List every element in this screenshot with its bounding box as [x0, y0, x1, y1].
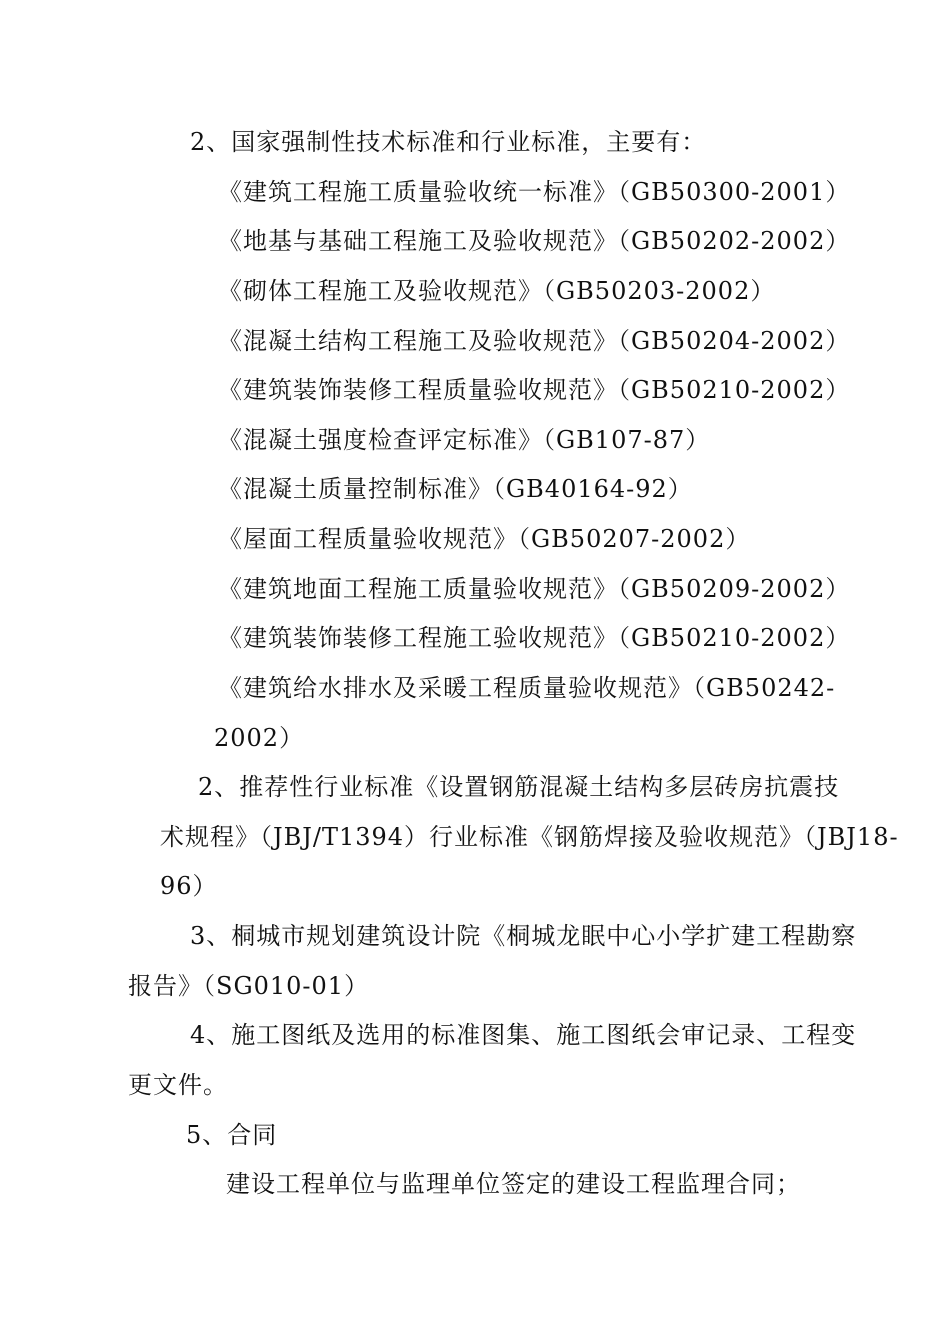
standard-item: 《混凝土强度检查评定标准》（GB107-87） [218, 426, 711, 454]
standard-item: 《砌体工程施工及验收规范》（GB50203-2002） [218, 277, 776, 305]
standard-item: 《屋面工程质量验收规范》（GB50207-2002） [218, 525, 751, 553]
standard-item: 《混凝土质量控制标准》（GB40164-92） [218, 475, 693, 503]
standard-item: 《建筑装饰装修工程施工验收规范》（GB50210-2002） [218, 624, 851, 652]
paragraph-line: 4、施工图纸及选用的标准图集、施工图纸会审记录、工程变 [190, 1021, 857, 1049]
paragraph-line: 更文件。 [128, 1071, 228, 1099]
section-heading: 2、国家强制性技术标准和行业标准，主要有： [190, 128, 707, 156]
standard-item: 《建筑装饰装修工程质量验收规范》（GB50210-2002） [218, 376, 851, 404]
standard-item: 《混凝土结构工程施工及验收规范》（GB50204-2002） [218, 327, 851, 355]
paragraph-line: 术规程》（JBJ/T1394）行业标准《钢筋焊接及验收规范》（JBJ18- [160, 823, 899, 851]
standard-item: 《建筑工程施工质量验收统一标准》（GB50300-2001） [218, 178, 851, 206]
standard-item-continuation: 2002） [214, 724, 305, 752]
standard-item: 《地基与基础工程施工及验收规范》（GB50202-2002） [218, 227, 851, 255]
paragraph-line: 96） [160, 872, 218, 900]
standard-item: 《建筑给水排水及采暖工程质量验收规范》（GB50242- [218, 674, 836, 702]
paragraph-line: 建设工程单位与监理单位签定的建设工程监理合同； [226, 1170, 801, 1198]
standard-item: 《建筑地面工程施工质量验收规范》（GB50209-2002） [218, 575, 851, 603]
section-heading: 5、合同 [186, 1121, 278, 1149]
paragraph-line: 报告》（SG010-01） [128, 972, 370, 1000]
paragraph-line: 3、桐城市规划建筑设计院《桐城龙眠中心小学扩建工程勘察 [190, 922, 857, 950]
paragraph-line: 2、推荐性行业标准《设置钢筋混凝土结构多层砖房抗震技 [198, 773, 840, 801]
